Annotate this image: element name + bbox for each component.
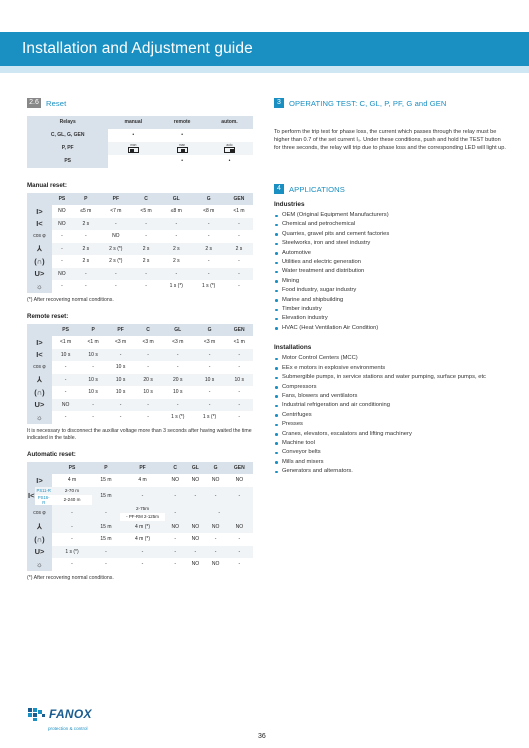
list-item: Food industry, sugar industry <box>274 286 506 295</box>
row-label: I> <box>27 474 52 487</box>
table-row <box>27 280 253 293</box>
col-header: autom. <box>206 116 253 129</box>
row-label: cos φ <box>27 505 52 521</box>
col-header: PS <box>52 462 92 475</box>
row-label: ☼ <box>27 558 52 571</box>
industries-title: Industries <box>274 201 305 208</box>
table-cell: - <box>114 283 117 290</box>
row-label: P, PF <box>27 142 108 155</box>
table-cell: - <box>79 399 107 412</box>
switch-label: auto <box>226 142 233 147</box>
table-cell: - <box>134 399 162 412</box>
fanox-logo <box>27 706 92 722</box>
table-cell: 10 s <box>79 349 107 362</box>
table-cell: <1 m <box>233 208 245 215</box>
table-cell: - <box>71 536 73 543</box>
list-item: Centrifuges <box>274 411 506 420</box>
table-cell: <7 m <box>110 208 122 215</box>
table-cell: - <box>165 505 185 521</box>
table-cell: 2 s (*) <box>109 258 123 265</box>
table-row <box>27 205 253 218</box>
table-row <box>27 255 253 268</box>
table-cell: - <box>64 364 67 371</box>
table-cell: <1 m <box>87 339 99 346</box>
table-row <box>27 487 253 495</box>
table-cell: - <box>92 414 94 421</box>
table-row <box>27 386 253 399</box>
table-cell: - <box>100 268 132 281</box>
table-cell: 1 s (*) <box>169 283 183 290</box>
list-item: Steelworks, iron and steel industry <box>274 239 506 248</box>
row-label: I< <box>27 218 52 231</box>
table-cell: - <box>105 561 107 568</box>
remote-reset-title: Remote reset: <box>27 312 69 320</box>
table-cell: - <box>162 349 194 362</box>
table-cell: <1 m <box>233 339 245 346</box>
dip-switch-icon <box>177 147 188 153</box>
table-row <box>27 374 253 387</box>
table-cell: - <box>61 233 63 240</box>
table-row <box>27 546 253 559</box>
table-cell: <3 m <box>203 339 216 346</box>
table-cell: - <box>205 487 225 505</box>
list-item: Timber industry <box>274 305 506 314</box>
fanox-logo-icon <box>27 706 47 722</box>
col-header <box>27 324 52 337</box>
switch-cell <box>158 142 206 155</box>
table-cell: - <box>225 399 253 412</box>
table-cell: - <box>192 268 224 281</box>
table-cell: 2 s <box>225 243 253 256</box>
table-cell: 20 s <box>162 374 194 387</box>
table-cell: - <box>160 268 192 281</box>
table-cell: 10 s <box>52 349 80 362</box>
table-cell: 10 s <box>115 389 126 396</box>
table-cell: - <box>174 561 177 568</box>
table-cell: 20 s <box>134 374 162 387</box>
table-row <box>27 399 253 412</box>
table-cell: - PF-RM 2-125m <box>126 514 159 519</box>
table-cell: - <box>238 258 240 265</box>
table-cell: - <box>238 283 240 290</box>
applications-number: 4 <box>274 184 284 194</box>
automatic-reset-table <box>27 462 253 571</box>
dip-switch-icon <box>128 147 139 153</box>
table-cell: - <box>134 349 162 362</box>
list-item: Motor Control Centers (MCC) <box>274 354 506 363</box>
table-cell: 1 s (*) <box>171 414 185 421</box>
table-cell: - <box>61 258 63 265</box>
list-item: Cranes, elevators, escalators and lifting machinery <box>274 430 506 439</box>
table-cell: 2 s <box>192 243 224 256</box>
row-label: cos φ <box>27 230 52 243</box>
list-item: Elevation industry <box>274 314 506 323</box>
table-cell: 10 s <box>88 389 98 396</box>
table-cell: - <box>147 414 149 421</box>
table-cell: - <box>52 374 80 387</box>
table-cell: <1 m <box>59 339 72 346</box>
list-item: Machine tool <box>274 439 506 448</box>
table-cell: - <box>176 364 179 371</box>
table-cell: - <box>145 233 147 240</box>
table-cell: NO <box>191 536 200 543</box>
table-cell: - <box>192 218 224 231</box>
table-cell: - <box>92 546 120 559</box>
list-item: Utilities and electric generation <box>274 258 506 267</box>
row-label: (∩) <box>27 533 52 546</box>
table-cell: - <box>194 399 226 412</box>
table-cell: - <box>107 349 135 362</box>
table-row <box>27 505 253 513</box>
table-cell: - <box>174 536 177 543</box>
table-cell: • <box>181 132 183 138</box>
dip-switch-icon <box>224 147 235 153</box>
col-header: P <box>72 193 100 206</box>
row-label: U> <box>27 268 52 281</box>
reset-section-heading <box>27 96 253 110</box>
table-cell: - <box>205 546 225 559</box>
table-cell: - <box>92 364 94 371</box>
remote-reset-table <box>27 324 253 424</box>
table-cell: <8 m <box>203 208 215 215</box>
logo-brand: FANOX <box>49 707 92 721</box>
table-cell: - <box>238 561 241 568</box>
right-column <box>274 96 506 477</box>
table-row <box>27 142 253 155</box>
col-header: GEN <box>226 462 253 475</box>
row-label: I< <box>27 487 35 505</box>
table-row <box>27 129 253 142</box>
table-cell: 10 s <box>79 374 107 387</box>
table-cell <box>108 155 158 168</box>
table-cell: NO <box>191 561 200 568</box>
list-item: Presses <box>274 420 506 429</box>
table-cell: - <box>141 561 144 568</box>
table-cell: - <box>238 364 241 371</box>
table-cell: 10 s <box>115 364 126 371</box>
col-header: G <box>194 324 226 337</box>
manual-reset-title: Manual reset: <box>27 181 67 189</box>
table-cell: 2 s (*) <box>100 243 132 256</box>
row-label: I> <box>27 336 52 349</box>
table-cell: 2-75m <box>120 505 165 513</box>
table-cell: - <box>185 505 253 521</box>
col-header: GEN <box>225 193 253 206</box>
row-label: PS <box>27 155 108 168</box>
table-cell: - <box>52 243 72 256</box>
table-cell: - <box>84 233 87 240</box>
table-cell: - <box>71 561 73 568</box>
table-cell: - <box>92 505 120 521</box>
table-cell: - <box>225 268 253 281</box>
table-cell: - <box>175 233 178 240</box>
table-cell: NO <box>112 233 120 240</box>
list-item: OEM (Original Equipment Manufacturers) <box>274 211 506 220</box>
industries-list <box>274 211 506 333</box>
row-label: (∩) <box>27 255 52 268</box>
table-cell: 2 s <box>72 243 100 256</box>
table-cell: 2 s <box>160 243 192 256</box>
manual-reset-note: (*) After recovering normal conditions. <box>27 296 114 303</box>
table-row <box>27 533 253 546</box>
row-label: (∩) <box>27 386 52 399</box>
table-cell: - <box>165 487 185 505</box>
col-header: C <box>134 324 162 337</box>
list-item: Industrial refrigeration and air conditioning <box>274 401 506 410</box>
table-cell: - <box>100 218 132 231</box>
table-cell: 2 s <box>142 258 150 265</box>
table-cell: 15 m <box>100 536 112 543</box>
table-cell: 2-70 m <box>52 487 92 495</box>
table-cell: - <box>238 233 240 240</box>
col-header: P <box>92 462 120 475</box>
manual-reset-table <box>27 193 253 293</box>
table-cell: • <box>132 132 135 138</box>
table-cell: - <box>162 399 194 412</box>
table-cell: - <box>107 399 135 412</box>
list-item: Compressors <box>274 383 506 392</box>
table-cell: - <box>225 218 253 231</box>
list-item: HVAC (Heat Ventilation Air Condition) <box>274 324 506 333</box>
row-label: C, GL, G, GEN <box>27 129 108 142</box>
col-header <box>27 462 52 475</box>
list-item: Fans, blowers and ventilators <box>274 392 506 401</box>
col-header: remote <box>158 116 206 129</box>
installations-title: Installations <box>274 344 312 352</box>
table-cell: NO <box>191 477 200 484</box>
table-cell: PS16-R <box>37 494 50 505</box>
col-header: GEN <box>225 324 253 337</box>
table-row <box>27 155 253 168</box>
list-item: Marine and shipbuilding <box>274 296 506 305</box>
list-item: Conveyor belts <box>274 448 506 457</box>
table-cell: NO <box>52 399 80 412</box>
table-cell: 4 m (*) <box>135 536 151 543</box>
col-header: G <box>205 462 225 475</box>
list-item: Submergible pumps, in service stations and water pumping, surface pumps, etc <box>274 373 506 382</box>
applications-title: APPLICATIONS <box>289 184 345 194</box>
table-cell: NO <box>211 561 220 568</box>
table-cell: - <box>64 414 67 421</box>
table-cell: <5 m <box>140 208 152 215</box>
table-row <box>27 474 253 487</box>
table-cell: NO <box>226 521 253 534</box>
table-cell: - <box>238 414 241 421</box>
table-cell: NO <box>52 218 72 231</box>
table-cell: 2-240 m <box>63 497 81 502</box>
table-cell: NO <box>185 521 205 534</box>
left-column <box>27 96 253 582</box>
installations-list <box>274 354 506 476</box>
table-cell: - <box>120 546 165 559</box>
table-cell: - <box>64 389 67 396</box>
reset-section-number: 2.6 <box>27 98 41 108</box>
list-item: Quarries, gravel pits and cement factories <box>274 230 506 239</box>
table-cell: - <box>225 349 253 362</box>
automatic-reset-note: (*) After recovering normal conditions. <box>27 574 114 581</box>
table-cell: - <box>160 218 192 231</box>
list-item: Generators and alternators. <box>274 467 506 476</box>
table-cell: - <box>214 536 217 543</box>
table-row <box>27 349 253 362</box>
table-cell: - <box>61 283 63 290</box>
table-cell: 4 m (*) <box>120 521 165 534</box>
table-cell <box>206 129 253 142</box>
col-header: GL <box>185 462 205 475</box>
table-cell: - <box>119 414 122 421</box>
table-cell: • <box>181 158 183 164</box>
col-header: PS <box>52 193 72 206</box>
row-label: ⅄ <box>27 521 52 534</box>
row-label: U> <box>27 546 52 559</box>
table-row <box>27 361 253 374</box>
header-stripe <box>0 66 529 73</box>
table-cell: NO <box>211 477 220 484</box>
table-cell: - <box>132 218 160 231</box>
switch-label: man <box>130 142 137 147</box>
table-cell: - <box>132 268 160 281</box>
reset-relays-table <box>27 116 253 168</box>
automatic-reset-title: Automatic reset: <box>27 450 76 458</box>
col-header: PF <box>107 324 135 337</box>
col-header: P <box>79 324 107 337</box>
table-cell: - <box>145 283 147 290</box>
operating-test-text: To perform the trip test for phase loss, the current which passes through the relay must be higher than 0.7 of the set current Iₛ. Under these conditions, push and hold the TEST button for three seconds, the relay will trip due to phase loss and the corresponding LED will light up. <box>274 129 506 151</box>
list-item: Automotive <box>274 249 506 258</box>
table-cell: <3 m <box>114 339 127 346</box>
table-cell: - <box>52 505 92 521</box>
table-cell: 15 m <box>100 477 112 484</box>
table-cell: - <box>208 389 211 396</box>
list-item: Water treatment and distribution <box>274 267 506 276</box>
col-header: G <box>192 193 224 206</box>
table-cell: 2 s <box>72 218 100 231</box>
table-cell: - <box>194 349 226 362</box>
table-cell: - <box>120 487 165 505</box>
table-cell: ≤8 m <box>170 208 182 215</box>
col-header: PF <box>100 193 132 206</box>
row-label: ☼ <box>27 280 52 293</box>
table-cell: 1 s (*) <box>202 414 217 421</box>
table-cell: 2 s <box>82 258 90 265</box>
table-cell: 2 s <box>132 243 160 256</box>
operating-test-title: OPERATING TEST: C, GL, P, PF, G and GEN <box>289 98 447 108</box>
table-cell: PS11-R <box>36 488 51 493</box>
reset-section-title: Reset <box>46 98 67 108</box>
table-cell: ≤5 m <box>80 208 92 215</box>
row-label: I< <box>27 349 52 362</box>
col-header: PS <box>52 324 80 337</box>
table-cell: 1 s (*) <box>52 546 92 559</box>
col-header: GL <box>160 193 192 206</box>
table-cell: <3 m <box>142 339 154 346</box>
table-row <box>27 558 253 571</box>
table-cell: 2 s <box>172 258 180 265</box>
table-cell: - <box>185 487 205 505</box>
table-cell: - <box>238 389 241 396</box>
operating-test-heading <box>274 96 506 110</box>
logo-tagline: protection & control <box>48 726 88 731</box>
table-cell: 1 s (*) <box>202 283 216 290</box>
remote-reset-note: It is necessary to disconnect the auxiliar voltage more than 3 seconds after having waited the time indicated in the table. <box>27 427 252 441</box>
col-header: Relays <box>27 116 108 129</box>
col-header: C <box>165 462 185 475</box>
applications-heading <box>274 182 506 196</box>
list-item: EEx e motors in explosive environments <box>274 364 506 373</box>
table-cell: - <box>207 258 210 265</box>
table-cell: - <box>207 233 210 240</box>
table-cell: 15 m <box>92 487 120 505</box>
table-row <box>27 521 253 534</box>
table-row <box>27 218 253 231</box>
table-cell: NO <box>165 521 185 534</box>
table-cell: 10 s <box>225 374 253 387</box>
table-cell: 4 m <box>67 477 77 484</box>
table-cell: - <box>185 546 205 559</box>
table-cell: 15 m <box>92 521 120 534</box>
row-label: I> <box>27 205 52 218</box>
row-label: ☼ <box>27 411 52 424</box>
table-cell: <3 m <box>172 339 184 346</box>
page-title: Installation and Adjustment guide <box>22 40 253 57</box>
list-item: Mills and mixers <box>274 458 506 467</box>
col-header <box>27 193 52 206</box>
table-cell: 10 s <box>173 389 183 396</box>
table-cell: 10 s <box>143 389 153 396</box>
table-cell: - <box>208 364 211 371</box>
operating-test-number: 3 <box>274 98 284 108</box>
table-cell: • <box>228 158 231 164</box>
table-row <box>27 411 253 424</box>
col-header: manual <box>108 116 158 129</box>
list-item: Chemical and petrochemical <box>274 220 506 229</box>
table-row <box>27 268 253 281</box>
row-label: ⅄ <box>27 243 52 256</box>
row-label: U> <box>27 399 52 412</box>
table-cell: 4 m <box>138 477 147 484</box>
table-cell: NO <box>205 521 225 534</box>
table-row <box>27 230 253 243</box>
table-row <box>27 243 253 256</box>
col-header: C <box>132 193 160 206</box>
switch-label: man <box>179 142 186 147</box>
table-cell: - <box>84 283 87 290</box>
table-cell: NO <box>58 208 66 215</box>
table-cell: - <box>226 487 253 505</box>
table-row <box>27 336 253 349</box>
list-item: Mining <box>274 277 506 286</box>
switch-cell <box>206 142 253 155</box>
switch-cell <box>108 142 158 155</box>
table-cell: NO <box>52 268 72 281</box>
table-cell: 10 s <box>194 374 226 387</box>
table-cell: NO <box>171 477 179 484</box>
table-cell: - <box>165 546 185 559</box>
table-cell: 10 s <box>107 374 135 387</box>
col-header: PF <box>120 462 165 475</box>
page-number: 36 <box>258 733 266 740</box>
table-cell: - <box>238 536 241 543</box>
table-cell: - <box>72 268 100 281</box>
col-header: GL <box>162 324 194 337</box>
table-cell: NO <box>235 477 244 484</box>
table-cell: - <box>226 546 253 559</box>
table-cell: - <box>52 521 92 534</box>
row-label: cos φ <box>27 361 52 374</box>
row-label: ⅄ <box>27 374 52 387</box>
table-cell: - <box>147 364 149 371</box>
